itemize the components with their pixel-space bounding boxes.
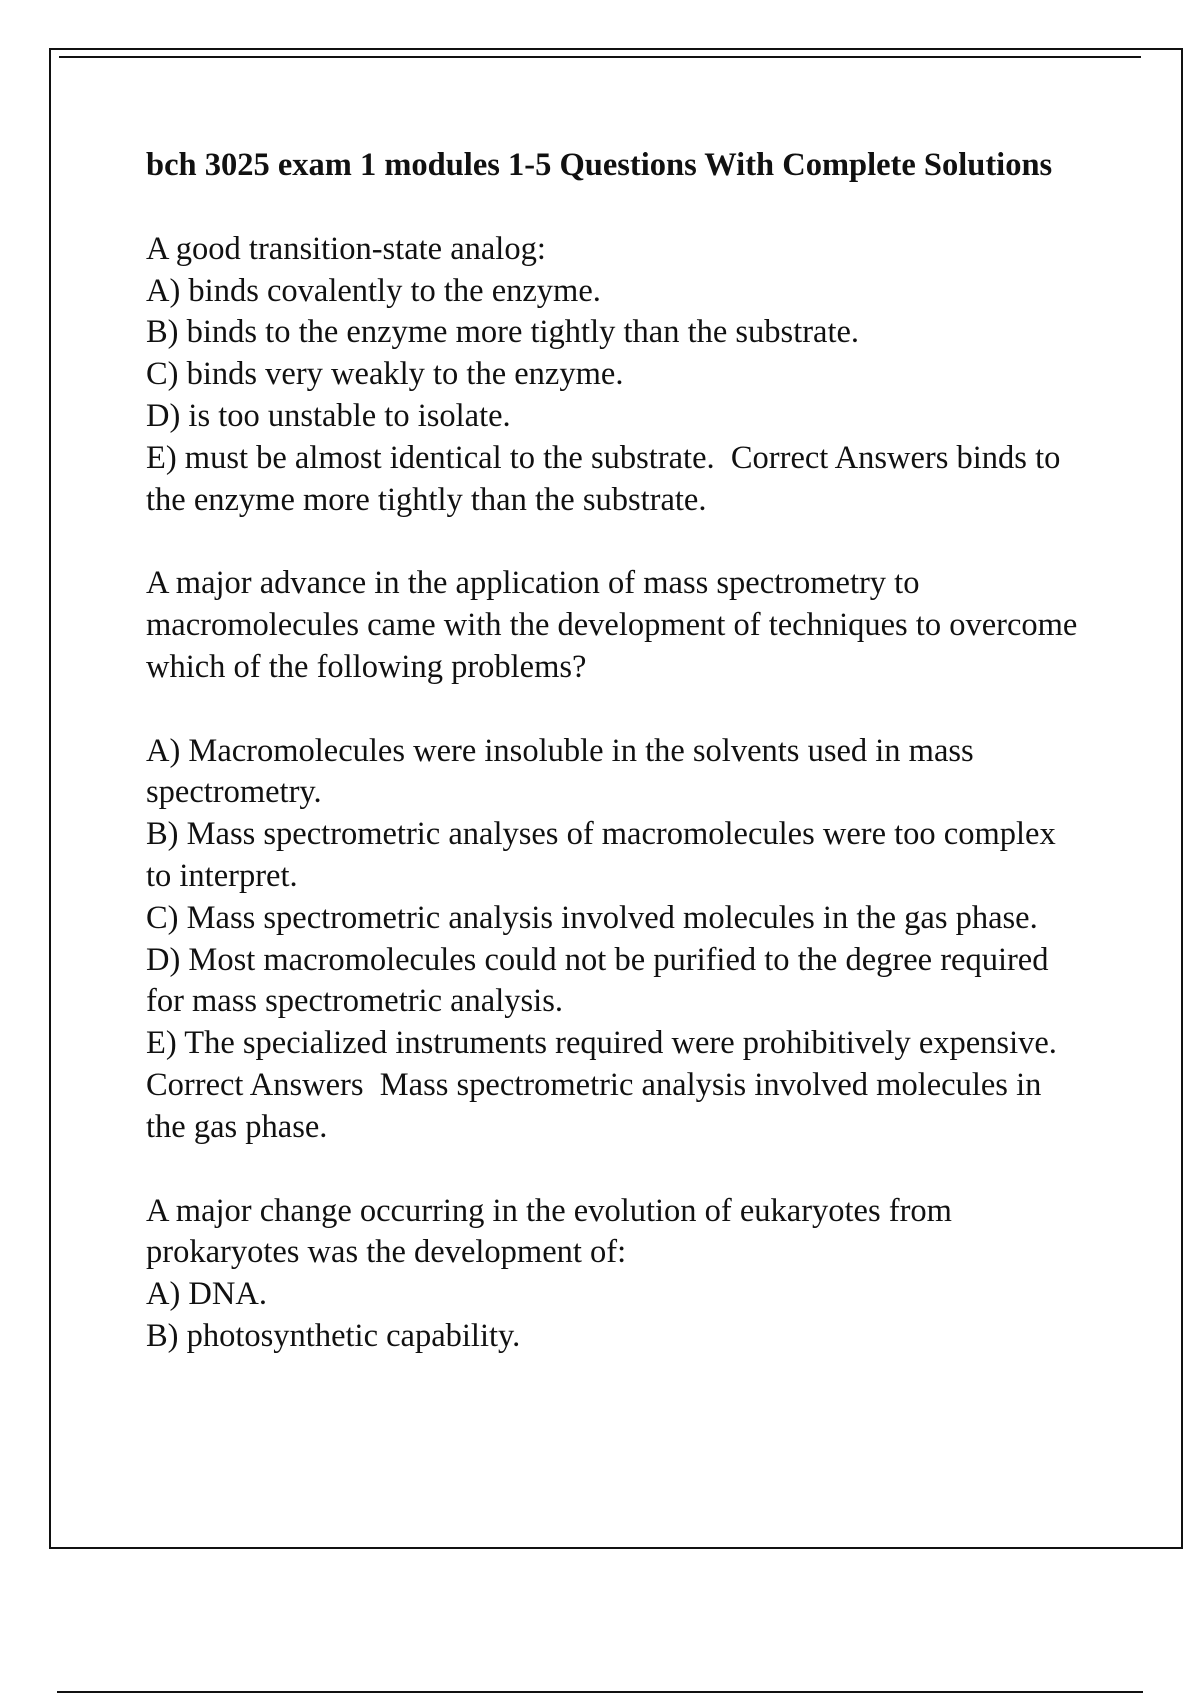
question-3 — [146, 1191, 1086, 1358]
document-title: bch 3025 exam 1 modules 1-5 Questions With Complete Solutions — [146, 147, 1053, 183]
option-a: A) Macromolecules were insoluble in the solvents used in mass spectrometry. — [146, 732, 982, 811]
question-2 — [146, 563, 1086, 1148]
option-b: B) Mass spectrometric analyses of macromolecules were too complex to interpret. — [146, 816, 1064, 894]
option-a: A) DNA. — [146, 1276, 267, 1313]
question-stem: A major advance in the application of mass spectrometry to macromolecules came with the development of techniques to overcome which of the following problems? — [146, 565, 1086, 685]
bottom-rule — [57, 1691, 1143, 1693]
option-e-with-answer: E) The specialized instruments required were prohibitively expensive. Correct Answers Mass spectrometric analysis involved molecules in the gas phase. — [146, 1025, 1074, 1145]
document-body — [146, 145, 1086, 1400]
option-d: D) is too unstable to isolate. — [146, 397, 511, 434]
question-stem: A major change occurring in the evolution of eukaryotes from prokaryotes was the development of: — [146, 1192, 961, 1271]
spacer — [146, 689, 1086, 731]
option-d: D) Most macromolecules could not be purified to the degree required for mass spectrometric analysis. — [146, 941, 1057, 1020]
option-e-with-answer: E) must be almost identical to the substrate. Correct Answers binds to the enzyme more tightly than the substrate. — [146, 439, 1069, 518]
option-b: B) photosynthetic capability. — [146, 1317, 521, 1354]
top-rule — [59, 56, 1141, 58]
question-1 — [146, 229, 1086, 522]
option-a: A) binds covalently to the enzyme. — [146, 272, 601, 309]
option-b: B) binds to the enzyme more tightly than the substrate. — [146, 314, 860, 351]
question-stem: A good transition-state analog: — [146, 230, 546, 267]
option-c: C) Mass spectrometric analysis involved molecules in the gas phase. — [146, 899, 1038, 936]
option-c: C) binds very weakly to the enzyme. — [146, 356, 624, 393]
